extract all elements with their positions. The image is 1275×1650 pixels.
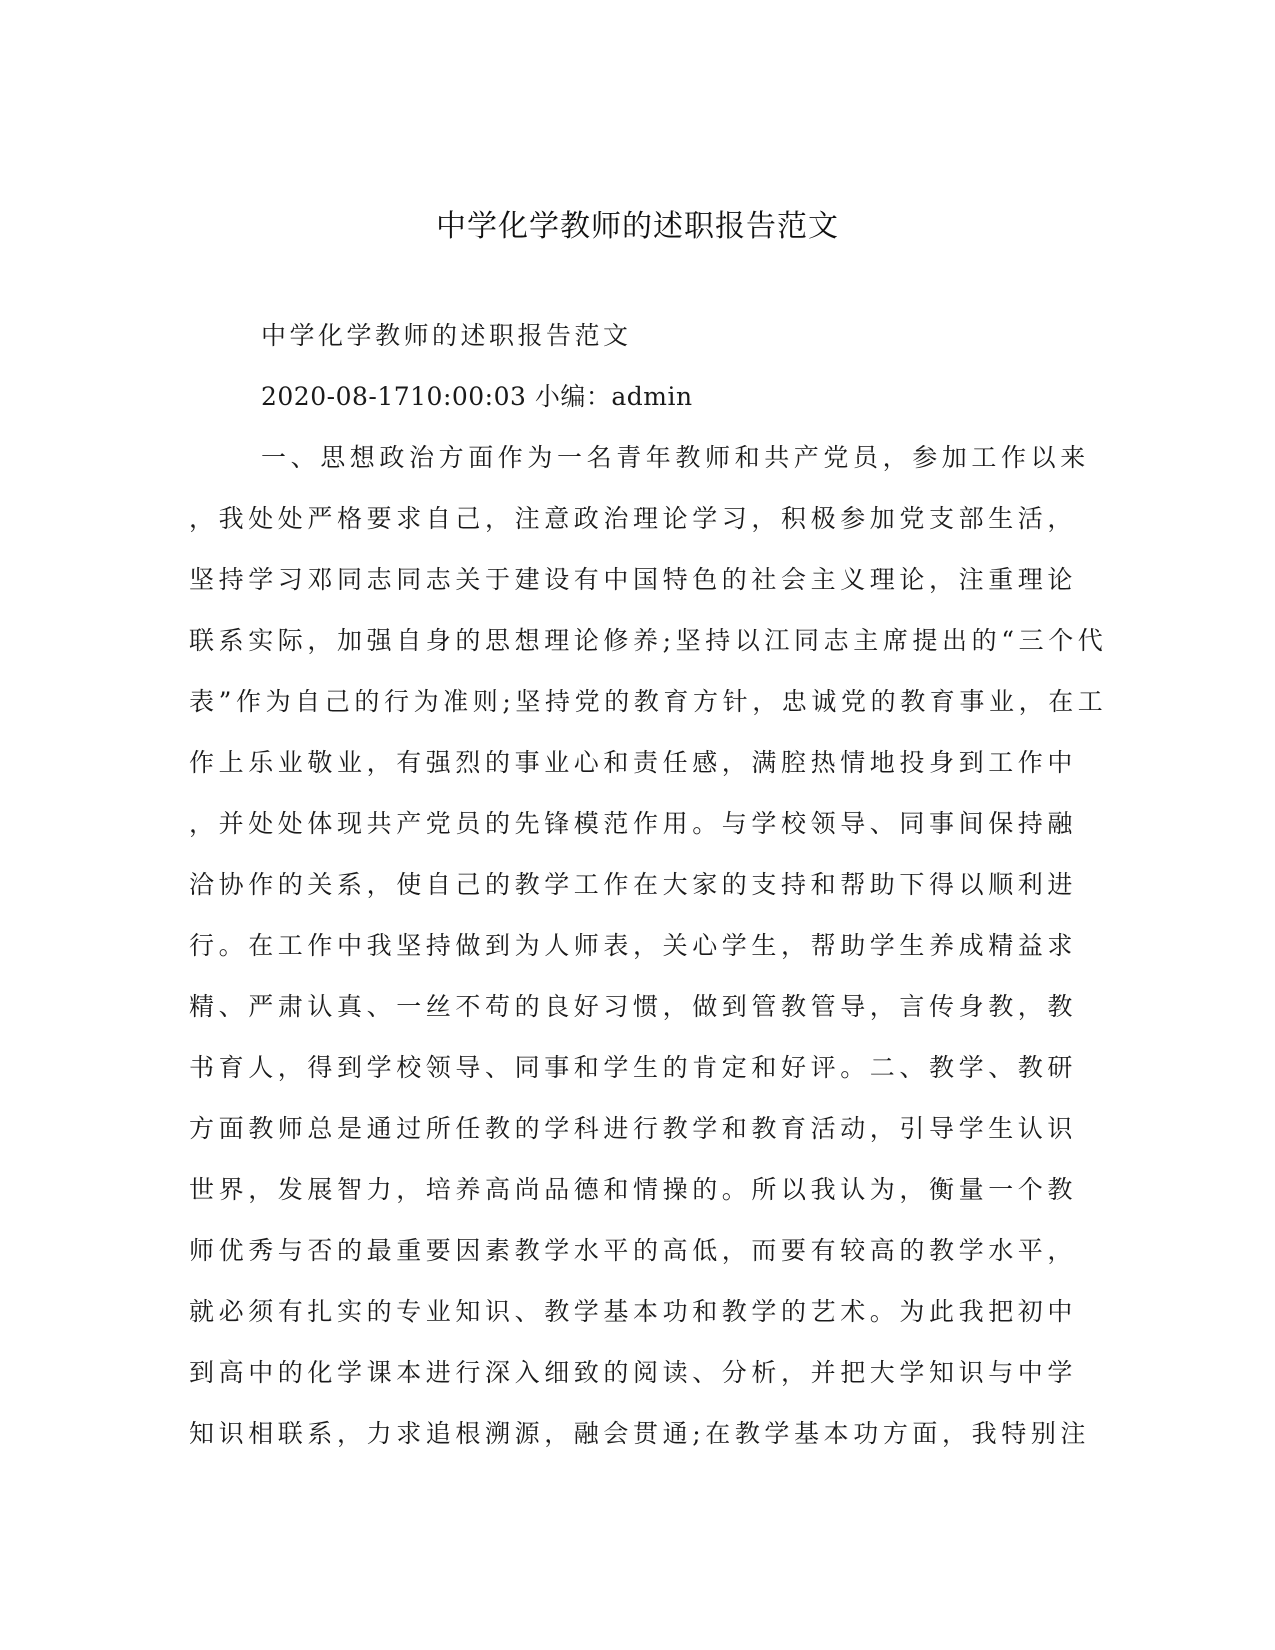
subtitle-line: 中学化学教师的述职报告范文 [261,321,632,350]
paragraph-line: 坚持学习邓同志同志关于建设有中国特色的社会主义理论，注重理论 [189,565,1078,594]
document-title: 中学化学教师的述职报告范文 [436,209,839,244]
paragraph-line: 作上乐业敬业，有强烈的事业心和责任感，满腔热情地投身到工作中 [189,748,1078,777]
paragraph-line: ，我处处严格要求自己，注意政治理论学习，积极参加党支部生活， [189,504,1078,533]
meta-line: 2020-08-1710:00:03 小编：admin [261,382,693,411]
paragraph-line: 精、严肃认真、一丝不苟的良好习惯，做到管教管导，言传身教，教 [189,992,1078,1021]
document-body [189,305,1108,1464]
paragraph-line: 表”作为自己的行为准则;坚持党的教育方针，忠诚党的教育事业，在工 [189,687,1108,716]
paragraph-line: 到高中的化学课本进行深入细致的阅读、分析，并把大学知识与中学 [189,1358,1078,1387]
paragraph-line: 书育人，得到学校领导、同事和学生的肯定和好评。二、教学、教研 [189,1053,1078,1082]
paragraph-line: 方面教师总是通过所任教的学科进行教学和教育活动，引导学生认识 [189,1114,1078,1143]
paragraph-line: 知识相联系，力求追根溯源，融会贯通;在教学基本功方面，我特别注 [189,1419,1091,1448]
paragraph-line: 师优秀与否的最重要因素教学水平的高低，而要有较高的教学水平， [189,1236,1078,1265]
paragraph-line: 世界，发展智力，培养高尚品德和情操的。所以我认为，衡量一个教 [189,1175,1078,1204]
paragraph-line: 行。在工作中我坚持做到为人师表，关心学生，帮助学生养成精益求 [189,931,1078,960]
paragraph-line: 洽协作的关系，使自己的教学工作在大家的支持和帮助下得以顺利进 [189,870,1078,899]
paragraph-line: 一、思想政治方面作为一名青年教师和共产党员，参加工作以来 [261,443,1090,472]
paragraph-line: ，并处处体现共产党员的先锋模范作用。与学校领导、同事间保持融 [189,809,1078,838]
paragraph-line: 联系实际，加强自身的思想理论修养;坚持以江同志主席提出的“三个代 [189,626,1108,655]
paragraph-line: 就必须有扎实的专业知识、教学基本功和教学的艺术。为此我把初中 [189,1297,1078,1326]
